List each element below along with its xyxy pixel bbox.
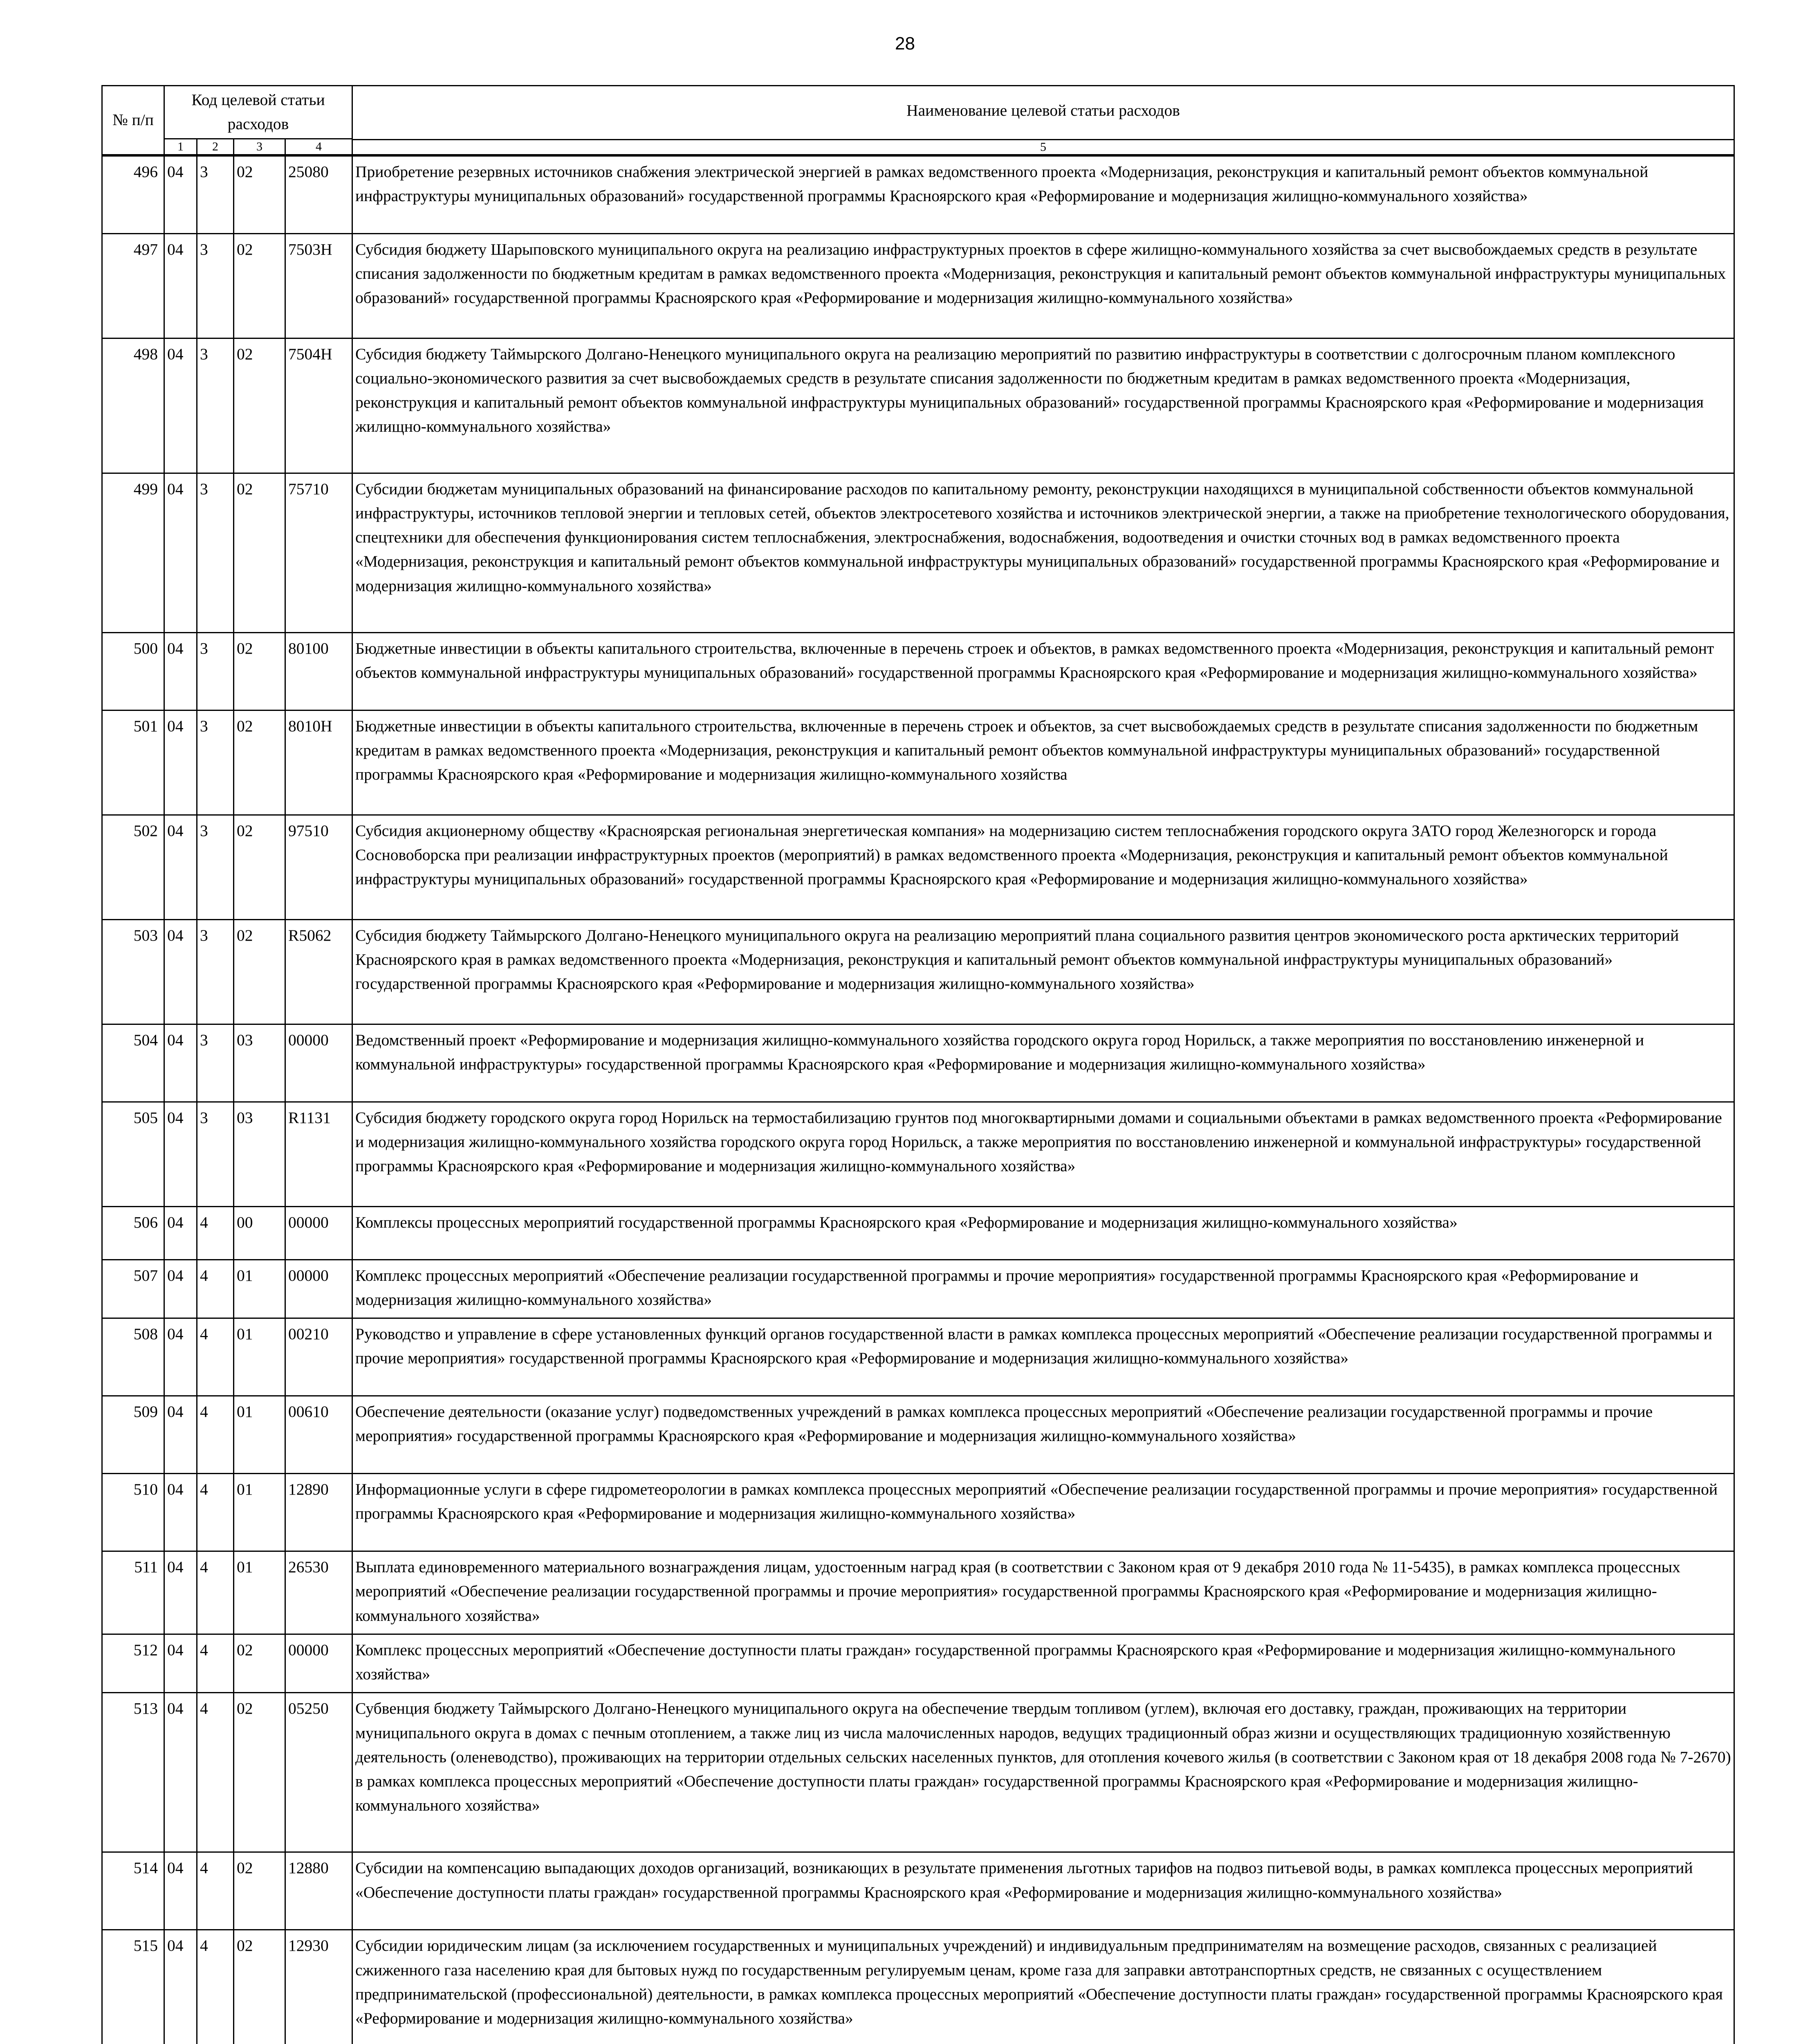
expense-name: Субвенция бюджету Таймырского Долгано-Ненецкого муниципального округа на обеспечение твердым топливом (углем), включая его доставку, граждан, проживающих на территории муниципального округа в домах с печным отоплением, а также лиц из числа малочисленных народов, ведущих традиционный образ жизни и осуществляющих традиционную хозяйственную деятельность (оленеводство), проживающих на территории отдельных сельских населенных пунктов, для отопления кочевого жилья (в соответствии с Законом края от 18 декабря 2008 года № 7-2670) в рамках комплекса процессных мероприятий «Обеспечение доступности платы граждан» государственной программы Красноярского края «Реформирование и модернизация жилищно-коммунального хозяйства» [352, 1693, 1734, 1852]
expense-name: Информационные услуги в сфере гидрометеорологии в рамках комплекса процессных мероприятий «Обеспечение реализации государственной программы и прочие мероприятия» государственной программы Красноярского края «Реформирование и модернизация жилищно-коммунального хозяйства» [352, 1474, 1734, 1551]
code-part-2: 3 [197, 710, 234, 815]
expense-name: Субсидия бюджету Таймырского Долгано-Ненецкого муниципального округа на реализацию мероприятий по развитию инфраструктуры в соответствии с долгосрочным планом комплексного социально-экономического развития за счет высвобождаемых средств в результате списания задолженности по бюджетным кредитам в рамках ведомственного проекта «Модернизация, реконструкция и капитальный ремонт объектов коммунальной инфраструктуры муниципальных образований» государственной программы Красноярского края «Реформирование и модернизация жилищно-коммунального хозяйства» [352, 338, 1734, 473]
expense-name: Субсидии юридическим лицам (за исключением государственных и муниципальных учреждений) и индивидуальным предпринимателям на возмещение расходов, связанных с реализацией сжиженного газа населению края для бытовых нужд по государственным регулируемым ценам, кроме газа для заправки автотранспортных средств, не связанных с осуществлением предпринимательской (профессиональной) деятельности, в рамках комплекса процессных мероприятий «Обеспечение доступности платы граждан» государственной программы Красноярского края «Реформирование и модернизация жилищно-коммунального хозяйства» [352, 1930, 1734, 2044]
row-number: 513 [102, 1693, 164, 1852]
code-part-1: 04 [164, 1024, 197, 1102]
code-part-3: 02 [234, 815, 285, 919]
code-part-2: 3 [197, 338, 234, 473]
code-part-4: 00000 [285, 1024, 352, 1102]
budget-codes-table [101, 85, 1735, 2044]
row-number: 509 [102, 1396, 164, 1474]
code-part-1: 04 [164, 1930, 197, 2044]
row-number: 511 [102, 1551, 164, 1634]
code-part-1: 04 [164, 156, 197, 233]
table-row [102, 1396, 1734, 1474]
code-part-4: 00610 [285, 1396, 352, 1474]
code-part-3: 03 [234, 1024, 285, 1102]
code-part-3: 02 [234, 233, 285, 338]
row-number: 515 [102, 1930, 164, 2044]
code-part-2: 4 [197, 1206, 234, 1260]
row-number: 505 [102, 1102, 164, 1206]
code-part-2: 3 [197, 632, 234, 710]
code-part-1: 04 [164, 919, 197, 1024]
code-part-1: 04 [164, 1551, 197, 1634]
code-part-3: 02 [234, 1852, 285, 1930]
code-part-4: 8010Н [285, 710, 352, 815]
row-number: 514 [102, 1852, 164, 1930]
column-number-4: 4 [285, 139, 352, 155]
table-row [102, 1852, 1734, 1930]
code-part-3: 02 [234, 1693, 285, 1852]
table-row [102, 815, 1734, 919]
header-number: № п/п [102, 86, 164, 155]
code-part-3: 01 [234, 1260, 285, 1318]
expense-name: Субсидия бюджету Таймырского Долгано-Ненецкого муниципального округа на реализацию мероприятий плана социального развития центров экономического роста арктических территорий Красноярского края в рамках ведомственного проекта «Модернизация, реконструкция и капитальный ремонт объектов коммунальной инфраструктуры муниципальных образований» государственной программы Красноярского края «Реформирование и модернизация жилищно-коммунального хозяйства» [352, 919, 1734, 1024]
code-part-1: 04 [164, 1206, 197, 1260]
code-part-4: 75710 [285, 473, 352, 632]
code-part-2: 4 [197, 1693, 234, 1852]
code-part-1: 04 [164, 1260, 197, 1318]
column-number-3: 3 [234, 139, 285, 155]
row-number: 498 [102, 338, 164, 473]
code-part-4: 00000 [285, 1206, 352, 1260]
table-row [102, 919, 1734, 1024]
code-part-1: 04 [164, 710, 197, 815]
code-part-4: 7503Н [285, 233, 352, 338]
code-part-4: 97510 [285, 815, 352, 919]
expense-name: Субсидия акционерному обществу «Красноярская региональная энергетическая компания» на модернизацию систем теплоснабжения городского округа ЗАТО город Железногорск и города Сосновоборска при реализации инфраструктурных проектов (мероприятий) в рамках ведомственного проекта «Модернизация, реконструкция и капитальный ремонт объектов коммунальной инфраструктуры муниципальных образований» государственной программы Красноярского края «Реформирование и модернизация жилищно-коммунального хозяйства» [352, 815, 1734, 919]
table-row [102, 1634, 1734, 1693]
code-part-2: 4 [197, 1551, 234, 1634]
table-body [102, 156, 1734, 2044]
code-part-4: 12890 [285, 1474, 352, 1551]
header-code: Код целевой статьи расходов [164, 86, 352, 139]
code-part-4: 00000 [285, 1260, 352, 1318]
code-part-1: 04 [164, 1852, 197, 1930]
code-part-3: 01 [234, 1474, 285, 1551]
code-part-1: 04 [164, 233, 197, 338]
row-number: 506 [102, 1206, 164, 1260]
code-part-3: 01 [234, 1551, 285, 1634]
code-part-2: 4 [197, 1396, 234, 1474]
code-part-3: 01 [234, 1318, 285, 1396]
expense-name: Выплата единовременного материального вознаграждения лицам, удостоенным наград края (в соответствии с Законом края от 9 декабря 2010 года № 11-5435), в рамках комплекса процессных мероприятий «Обеспечение реализации государственной программы и прочие мероприятия» государственной программы Красноярского края «Реформирование и модернизация жилищно-коммунального хозяйства» [352, 1551, 1734, 1634]
table-row [102, 1260, 1734, 1318]
table-row [102, 710, 1734, 815]
code-part-1: 04 [164, 1102, 197, 1206]
table-row [102, 338, 1734, 473]
code-part-1: 04 [164, 1474, 197, 1551]
code-part-3: 02 [234, 1930, 285, 2044]
code-part-4: 00210 [285, 1318, 352, 1396]
table-row [102, 632, 1734, 710]
code-part-2: 4 [197, 1930, 234, 2044]
expense-name: Ведомственный проект «Реформирование и модернизация жилищно-коммунального хозяйства городского округа город Норильск, а также мероприятия по восстановлению инженерной и коммунальной инфраструктуры» государственной программы Красноярского края «Реформирование и модернизация жилищно-коммунального хозяйства» [352, 1024, 1734, 1102]
table-row [102, 1474, 1734, 1551]
code-part-2: 3 [197, 1024, 234, 1102]
code-part-4: 26530 [285, 1551, 352, 1634]
page-number: 28 [895, 34, 915, 54]
code-part-1: 04 [164, 338, 197, 473]
table-header-row [102, 86, 1734, 139]
table-row [102, 1318, 1734, 1396]
table-row [102, 233, 1734, 338]
row-number: 496 [102, 156, 164, 233]
code-part-3: 02 [234, 156, 285, 233]
code-part-3: 02 [234, 632, 285, 710]
row-number: 508 [102, 1318, 164, 1396]
code-part-1: 04 [164, 1396, 197, 1474]
code-part-1: 04 [164, 632, 197, 710]
code-part-3: 00 [234, 1206, 285, 1260]
column-number-2: 2 [197, 139, 234, 155]
table-row [102, 473, 1734, 632]
row-number: 504 [102, 1024, 164, 1102]
code-part-4: R5062 [285, 919, 352, 1024]
row-number: 510 [102, 1474, 164, 1551]
code-part-2: 3 [197, 473, 234, 632]
row-number: 501 [102, 710, 164, 815]
code-part-4: R1131 [285, 1102, 352, 1206]
expense-name: Комплекс процессных мероприятий «Обеспечение доступности платы граждан» государственной программы Красноярского края «Реформирование и модернизация жилищно-коммунального хозяйства» [352, 1634, 1734, 1693]
row-number: 499 [102, 473, 164, 632]
code-part-3: 02 [234, 1634, 285, 1693]
code-part-4: 12880 [285, 1852, 352, 1930]
expense-name: Субсидии на компенсацию выпадающих доходов организаций, возникающих в результате применения льготных тарифов на подвоз питьевой воды, в рамках комплекса процессных мероприятий «Обеспечение доступности платы граждан» государственной программы Красноярского края «Реформирование и модернизация жилищно-коммунального хозяйства» [352, 1852, 1734, 1930]
code-part-2: 4 [197, 1260, 234, 1318]
row-number: 500 [102, 632, 164, 710]
code-part-3: 03 [234, 1102, 285, 1206]
code-part-3: 02 [234, 473, 285, 632]
expense-name: Комплексы процессных мероприятий государственной программы Красноярского края «Реформирование и модернизация жилищно-коммунального хозяйства» [352, 1206, 1734, 1260]
code-part-4: 05250 [285, 1693, 352, 1852]
table-row [102, 156, 1734, 233]
code-part-1: 04 [164, 815, 197, 919]
code-part-2: 4 [197, 1474, 234, 1551]
expense-name: Бюджетные инвестиции в объекты капитального строительства, включенные в перечень строек и объектов, за счет высвобождаемых средств в результате списания задолженности по бюджетным кредитам в рамках ведомственного проекта «Модернизация, реконструкция и капитальный ремонт объектов коммунальной инфраструктуры муниципальных образований» государственной программы Красноярского края «Реформирование и модернизация жилищно-коммунального хозяйства [352, 710, 1734, 815]
code-part-3: 02 [234, 710, 285, 815]
column-number-1: 1 [164, 139, 197, 155]
code-part-4: 7504Н [285, 338, 352, 473]
table-row [102, 1024, 1734, 1102]
code-part-1: 04 [164, 1693, 197, 1852]
header-name-label: Наименование целевой статьи расходов [906, 101, 1180, 120]
code-part-2: 3 [197, 156, 234, 233]
code-part-3: 01 [234, 1396, 285, 1474]
expense-name: Субсидия бюджету городского округа город Норильск на термостабилизацию грунтов под многоквартирными домами и социальными объектами в рамках ведомственного проекта «Реформирование и модернизация жилищно-коммунального хозяйства городского округа город Норильск, а также мероприятия по восстановлению инженерной и коммунальной инфраструктуры» государственной программы Красноярского края «Реформирование и модернизация жилищно-коммунального хозяйства» [352, 1102, 1734, 1206]
expense-name: Субсидии бюджетам муниципальных образований на финансирование расходов по капитальному ремонту, реконструкции находящихся в муниципальной собственности объектов коммунальной инфраструктуры, источников тепловой энергии и тепловых сетей, объектов электросетевого хозяйства и источников электрической энергии, а также на приобретение технологического оборудования, спецтехники для обеспечения функционирования систем теплоснабжения, электроснабжения, водоснабжения, водоотведения и очистки сточных вод в рамках ведомственного проекта «Модернизация, реконструкция и капитальный ремонт объектов коммунальной инфраструктуры муниципальных образований» государственной программы Красноярского края «Реформирование и модернизация жилищно-коммунального хозяйства» [352, 473, 1734, 632]
code-part-4: 12930 [285, 1930, 352, 2044]
table-row [102, 1102, 1734, 1206]
code-part-2: 4 [197, 1852, 234, 1930]
code-part-2: 3 [197, 233, 234, 338]
code-part-1: 04 [164, 1318, 197, 1396]
expense-name: Руководство и управление в сфере установленных функций органов государственной власти в рамках комплекса процессных мероприятий «Обеспечение реализации государственной программы и прочие мероприятия» государственной программы Красноярского края «Реформирование и модернизация жилищно-коммунального хозяйства» [352, 1318, 1734, 1396]
row-number: 502 [102, 815, 164, 919]
header-name [352, 86, 1734, 155]
table-row [102, 1930, 1734, 2044]
expense-name: Обеспечение деятельности (оказание услуг) подведомственных учреждений в рамках комплекса процессных мероприятий «Обеспечение реализации государственной программы и прочие мероприятия» государственной программы Красноярского края «Реформирование и модернизация жилищно-коммунального хозяйства» [352, 1396, 1734, 1474]
code-part-2: 4 [197, 1634, 234, 1693]
code-part-4: 80100 [285, 632, 352, 710]
expense-name: Комплекс процессных мероприятий «Обеспечение реализации государственной программы и прочие мероприятия» государственной программы Красноярского края «Реформирование и модернизация жилищно-коммунального хозяйства» [352, 1260, 1734, 1318]
row-number: 507 [102, 1260, 164, 1318]
row-number: 497 [102, 233, 164, 338]
header-name-number-band [353, 139, 1734, 154]
code-part-1: 04 [164, 473, 197, 632]
code-part-1: 04 [164, 1634, 197, 1693]
table-row [102, 1693, 1734, 1852]
code-part-2: 4 [197, 1318, 234, 1396]
table-row [102, 1206, 1734, 1260]
code-part-4: 25080 [285, 156, 352, 233]
code-part-4: 00000 [285, 1634, 352, 1693]
code-part-3: 02 [234, 338, 285, 473]
expense-name: Субсидия бюджету Шарыповского муниципального округа на реализацию инфраструктурных проектов в сфере жилищно-коммунального хозяйства за счет высвобождаемых средств в результате списания задолженности по бюджетным кредитам в рамках ведомственного проекта «Модернизация, реконструкция и капитальный ремонт объектов коммунальной инфраструктуры муниципальных образований» государственной программы Красноярского края «Реформирование и модернизация жилищно-коммунального хозяйства» [352, 233, 1734, 338]
expense-name: Приобретение резервных источников снабжения электрической энергией в рамках ведомственного проекта «Модернизация, реконструкция и капитальный ремонт объектов коммунальной инфраструктуры муниципальных образований» государственной программы Красноярского края «Реформирование и модернизация жилищно-коммунального хозяйства» [352, 156, 1734, 233]
code-part-2: 3 [197, 1102, 234, 1206]
expense-name: Бюджетные инвестиции в объекты капитального строительства, включенные в перечень строек и объектов, в рамках ведомственного проекта «Модернизация, реконструкция и капитальный ремонт объектов коммунальной инфраструктуры муниципальных образований» государственной программы Красноярского края «Реформирование и модернизация жилищно-коммунального хозяйства» [352, 632, 1734, 710]
code-part-3: 02 [234, 919, 285, 1024]
row-number: 512 [102, 1634, 164, 1693]
table-row [102, 1551, 1734, 1634]
code-part-2: 3 [197, 919, 234, 1024]
code-part-2: 3 [197, 815, 234, 919]
row-number: 503 [102, 919, 164, 1024]
column-number-5: 5 [1040, 140, 1046, 154]
